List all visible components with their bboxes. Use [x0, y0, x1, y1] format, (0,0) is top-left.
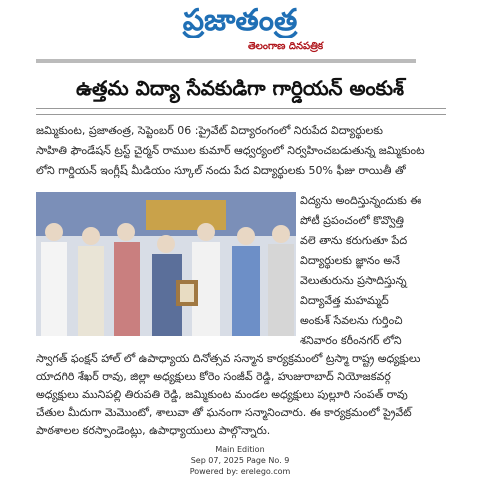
article-line: విద్యను అందిస్తున్నందుకు ఈ	[300, 194, 422, 207]
masthead	[0, 0, 480, 58]
article-line: శనివారం కరీంనగర్ లోని	[300, 334, 402, 347]
article-line: సాహితి ఫౌండేషన్ ట్రస్ట్ చైర్మన్ రాముల కుమార్ ఆధ్వర్యంలో నిర్వహించబడుతున్న జమ్మికుంట	[36, 144, 425, 157]
article-line: అంకుశ్ సేవలను గుర్తించి	[300, 314, 403, 327]
headline-rule-top	[36, 108, 446, 109]
cut-off-previous-text	[36, 58, 446, 64]
article-line: అధ్యక్షులు మునిపల్లి తిరుపతి రెడ్డి, జమ్మికుంట మండల అధ్యక్షులు పుల్లూరి సంపత్ రావు	[36, 388, 408, 401]
newspaper-logo: ప్రజాతంత్ర	[182, 4, 298, 38]
article-line: స్వాగత్ ఫంక్షన్ హాల్ లో ఉపాధ్యాయ దినోత్సవ సన్మాన కార్యక్రమంలో ట్రస్మా రాష్ట్ర అధ్యక్షులు	[36, 352, 421, 365]
article-line: జమ్మికుంట, ప్రజాతంత్ర, సెప్టెంబర్ 06 :ప్రైవేట్ విద్యారంగంలో నిరుపేద విద్యార్థులకు	[36, 124, 383, 137]
article-line: విద్యావేత్త మహమ్మద్	[300, 294, 389, 307]
article-line: చేతుల మీదుగా మెమొంటో, శాలువా తో ఘనంగా సన్మానించారు. ఈ కార్యక్రమంలో ప్రైవేట్	[36, 406, 412, 419]
footer-powered-by: Powered by: erelego.com	[189, 467, 291, 476]
article-line: పాఠశాలల కరస్పాండెంట్లు, ఉపాధ్యాయులు పాల్గొన్నారు.	[36, 424, 271, 437]
article-line: వలె తాను కరుగుతూ పేద	[300, 234, 408, 247]
article-line: విద్యార్థులకు జ్ఞానం అనే	[300, 254, 400, 267]
article-headline: ఉత్తమ విద్యా సేవకుడిగా గార్డియన్ అంకుశ్	[75, 76, 405, 100]
article-line: వెలుతురును ప్రసాదిస్తున్న	[300, 274, 407, 287]
newspaper-tagline: తెలంగాణ దినపత్రిక	[248, 41, 324, 52]
article-line: పోటీ ప్రపంచంలో కొవ్వొత్తి	[300, 214, 404, 227]
article-line: యాదగిరి శేఖర్ రావు, జిల్లా అధ్యక్షులు కోరెం సంజీవ్ రెడ్డి, హుజురాబాద్ నియోజకవర్గ	[36, 370, 391, 383]
event-photo-illustration	[36, 192, 296, 336]
footer-edition: Main Edition	[215, 445, 265, 454]
article-line: లోని గార్డియన్ ఇంగ్లీష్ మీడియం స్కూల్ నందు పేద విద్యార్థులకు 50% ఫీజు రాయితీ తో	[36, 164, 406, 177]
headline-rule-bottom	[36, 114, 446, 115]
footer-date-page: Sep 07, 2025 Page No. 9	[190, 456, 290, 465]
article-photo	[36, 192, 296, 336]
